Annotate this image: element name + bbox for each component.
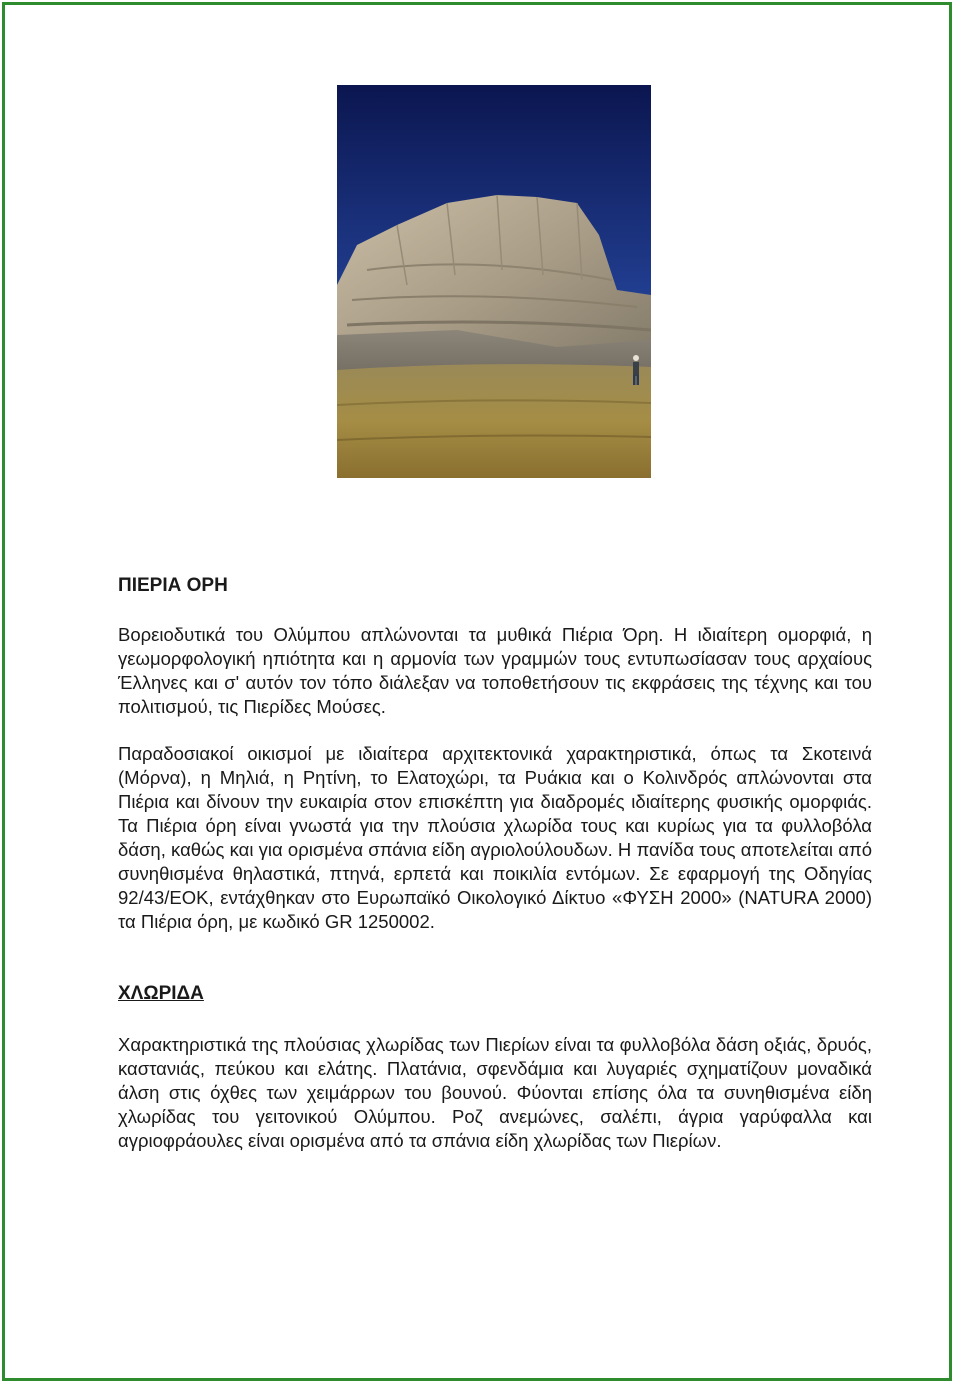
- paragraph-settlements: Παραδοσιακοί οικισμοί με ιδιαίτερα αρχιτεκτονικά χαρακτηριστικά, όπως τα Σκοτεινά (Μόρνα), η Μηλιά, η Ρητίνη, το Ελατοχώρι, τα Ρυάκια και ο Κολινδρός απλώνονται στα Πιέρια και δίνουν την ευκαιρία στον επισκέπτη για διαδρομές ιδιαίτερης φυσικής ομορφιάς. Τα Πιέρια όρη είναι γνωστά για την πλούσια χλωρίδα τους και κυρίως για τα φυλλοβόλα δάση, καθώς και για ορισμένα σπάνια είδη αγριολούλουδων. Η πανίδα τους αποτελείται από συνηθισμένα θηλαστικά, πτηνά, ερπετά και ποικιλία εντόμων. Σε εφαρμογή της Οδηγίας 92/43/ΕΟΚ, εντάχθηκαν στο Ευρωπαϊκό Οικολογικό Δίκτυο «ΦΥΣΗ 2000» (NATURA 2000) τα Πιέρια όρη, με κωδικό GR 1250002.: [118, 743, 872, 932]
- mountain-photo: [337, 85, 651, 478]
- paragraph-intro: Βορειοδυτικά του Ολύμπου απλώνονται τα μυθικά Πιέρια Όρη. Η ιδιαίτερη ομορφιά, η γεωμορφολογική ηπιότητα και η αρμονία των γραμμών τους εντυπωσίασαν τους αρχαίους Έλληνες και σ' αυτόν τον τόπο διάλεξαν να τοποθετήσουν τις εκφράσεις της τέχνης και του πολιτισμού, τις Πιερίδες Μούσες.: [118, 624, 872, 717]
- section-heading-flora: ΧΛΩΡΙΔΑ: [118, 983, 204, 1004]
- paragraph-flora: Χαρακτηριστικά της πλούσιας χλωρίδας των Πιερίων είναι τα φυλλοβόλα δάση οξιάς, δρυός, καστανιάς, πεύκου και ελάτης. Πλατάνια, σφενδάμια και λυγαριές σχηματίζουν μοναδικά άλση στις όχθες των χειμάρρων του βουνού. Φύονται επίσης όλα τα συνηθισμένα είδη χλωρίδας του γειτονικού Ολύμπου. Ροζ ανεμώνες, σαλέπι, άγρια γαρύφαλλα και αγριοφράουλες είναι ορισμένα από τα σπάνια είδη χλωρίδας των Πιερίων.: [118, 1034, 872, 1151]
- document-body: [118, 572, 872, 1153]
- section-heading-pieria: ΠΙΕΡΙΑ ΟΡΗ: [118, 575, 228, 596]
- mountain-photo-icon: [337, 85, 651, 478]
